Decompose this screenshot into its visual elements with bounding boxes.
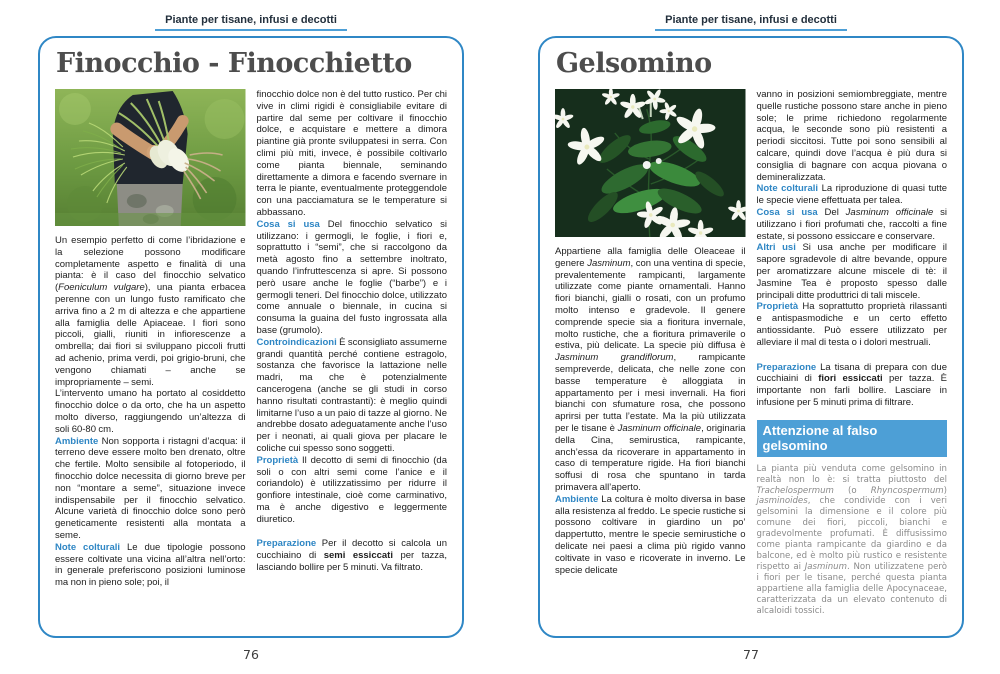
column-1 <box>555 89 746 616</box>
paragraph: Cosa si usa Del finocchio selvatico si utilizzano: i germogli, le foglie, i fiori e, soprattutto i “semi”, che si raccolgono da metà agosto fino a settembre inoltrato, quando l’infruttescenza si apre. Si possono però usare anche le foglie (“barbe”) e i germogli teneri. Del finocchio dolce, utilizzato come annuale o biennale, in cucina si consuma la guaina del fusto ingrossata alla base (grumolo). <box>256 218 448 336</box>
paragraph-list <box>257 89 448 574</box>
keyword-lead: Cosa si usa <box>256 218 328 230</box>
paragraph: Preparazione Per il decotto si calcola un cucchiaino di semi essiccati per tazza, lasciando bollire per 5 minuti. Va filtrato. <box>256 538 447 574</box>
keyword-lead: Controindicazioni <box>256 336 340 348</box>
page-number: 76 <box>243 647 259 662</box>
paragraph: L’intervento umano ha portato al cosiddetto finocchio dolce o da orto, che ha un aspetto molto diverso, raggiungendo un’altezza di soli 60-80 cm. <box>55 388 246 435</box>
paragraph: Altri usi Si usa anche per modificare il sapore sgradevole di altre bevande, oppure per aromatizzare alcune miscele di tè: il Jasmine Tea è proposto spesso dalle principali ditte produttrici di tali miscele. <box>756 242 947 301</box>
page-frame <box>538 36 964 638</box>
column-2 <box>757 89 948 616</box>
page-number: 77 <box>743 647 759 662</box>
paragraph: Un esempio perfetto di come l’ibridazione e la selezione possono modificare completamente aspetto e finalità di una pianta: è il caso del finocchio selvatico (Foeniculum vulgare), una pianta erbacea perenne con un lungo fusto ramificato che arriva fino a 2 m di altezza e che appartiene alla famiglia delle Apiaceae. I fiori sono piccoli, gialli, riuniti in infiorescenze a ombrella; dai fiori si sviluppano piccoli frutti ad achenio, prima verdi, poi grigio-bruni, che vengono chiamati – anche se impropriamente – semi. <box>55 235 246 388</box>
paragraph: Proprietà Ha soprattutto proprietà rilassanti e antispasmodiche e un certo effetto antiossidante. Può essere utilizzato per alleviare il mal di testa o i dolori mestruali. <box>756 301 947 348</box>
paragraph: Note colturali Le due tipologie possono essere coltivate una vicina all’altra nell’orto: in generale preferiscono posizioni luminose ma non in pieno sole; poi, il <box>55 541 246 589</box>
jasmine-flowers-photo <box>555 89 746 237</box>
paragraph: Controindicazioni È sconsigliato assumerne grandi quantità perché contiene estragolo, sostanza che favorisce la lattazione nelle madri, ma che è potenzialmente cancerogena (anche se gli studi in corso hanno risultati contrastanti): è meglio quindi limitarne l’uso a un paio di tazze al giorno. Ne andrebbe dosato adeguatamente anche l’uso per i neonati, ai quali giova per placare le coliche cui spesso sono soggetti. <box>256 336 448 454</box>
column-1 <box>55 89 246 589</box>
keyword-lead: Note colturali <box>55 541 127 553</box>
page-right <box>500 0 1000 674</box>
keyword-lead: Proprietà <box>756 301 803 313</box>
keyword-lead: Preparazione <box>256 538 322 550</box>
keyword-lead: Ambiente <box>55 435 102 447</box>
keyword-lead: Ambiente <box>555 493 602 505</box>
page-frame <box>38 36 464 638</box>
running-head <box>38 10 464 31</box>
paragraph: Note colturali La riproduzione di quasi tutte le specie viene effettuata per talea. <box>756 183 947 207</box>
paragraph: Preparazione La tisana di prepara con due cucchiaini di fiori essiccati per tazza. È importante non farli bollire. Lasciare in infusione per 5 minuti prima di filtrare. <box>756 361 948 408</box>
paragraph: Ambiente Non sopporta i ristagni d’acqua: il terreno deve essere molto ben drenato, oltre che fertile. Molto sensibile al fotoperiodo, il finocchio dolce necessita di giorno breve per non “montare a seme”, situazione invece indispensabile per il finocchio selvatico. Alcune varietà di finocchio dolce sono però geneticamente resistenti alla montata a seme. <box>55 435 246 541</box>
paragraph: Proprietà Il decotto di semi di finocchio (da soli o con altri semi come l’anice e il coriandolo) è utilizzatissimo per ridurre il gonfiore intestinale, cioè come carminativo, ma è anche digestivo e leggermente diuretico. <box>256 454 447 525</box>
paragraph: vanno in posizioni semiombreggiate, mentre quelle rustiche possono stare anche in pieno sole; le prime richiedono regolarmente acqua, le seconde sono più resistenti a periodi siccitosi. Tutte poi sono sensibili al calcare, quindi dove l’acqua è più dura si consiglia di bagnare con acqua piovana o demineralizzata. <box>756 89 947 183</box>
keyword-lead: Note colturali <box>756 183 822 195</box>
paragraph: finocchio dolce non è del tutto rustico. Per chi vive in climi rigidi è consigliabile evitare di partire dal seme per coltivare il finocchio dolce, e acquistare e mettere a dimora piantine già pronte sviluppatesi in serra. Con climi più miti, invece, è possibile coltivarlo come pianta biennale, seminando direttamente a dimora e facendo svernare in terra le piante, eventualmente proteggendole con una pacciamatura se le temperature si abbassano. <box>256 89 447 218</box>
running-head-text: Piante per tisane, infusi e decotti <box>655 14 847 31</box>
text-columns <box>55 89 447 589</box>
paragraph-list <box>757 89 948 409</box>
fennel-harvest-photo <box>55 89 246 226</box>
paragraph: Ambiente La coltura è molto diversa in base alla resistenza al freddo. Le specie rustiche si possono coltivare in giardino un po’ dappertutto, mentre le specie semirustiche o delicate nei paesi a clima più rigido vanno coltivate in vaso e ricoverate in inverno. Le specie delicate <box>555 493 746 576</box>
page-title: Finocchio - Finocchietto <box>56 48 412 79</box>
keyword-lead: Preparazione <box>756 361 821 373</box>
warning-box <box>757 420 948 617</box>
column-2 <box>257 89 448 589</box>
warning-box-title: Attenzione al falso gelsomino <box>757 420 948 457</box>
paragraph-list <box>55 235 246 589</box>
running-head <box>538 10 964 31</box>
page-title: Gelsomino <box>556 48 712 79</box>
paragraph: Appartiene alla famiglia delle Oleaceae il genere Jasminum, con una ventina di specie, prevalentemente rampicanti, largamente utilizzate come piante ornamentali. Hanno fiori bianchi, gialli o rosati, con un profumo molto intenso e gradevole. Il genere comprende specie sia a fioritura invernale, molto rustiche, che a fioritura primaverile o estiva, più delicate. La specie più diffusa è Jasminum grandiflorum, rampicante sempreverde, delicata, che nelle zone con basse temperature è alloggiata in appartamento per i mesi invernali. Ha fiori bianchi con sfumature rosa, che possono aprirsi per tutta l’estate. Ma la più utilizzata per le tisane è Jasminum officinale, originaria della Cina, semirustica, rampicante, anch’essa da ricoverare in appartamento in caso di temperature rigide. Ha fiori bianchi soffusi di rosa che spuntano in tarda primavera all’aperto. <box>555 246 746 493</box>
text-columns <box>555 89 947 616</box>
keyword-lead: Cosa si usa <box>756 206 825 218</box>
paragraph: Cosa si usa Del Jasminum officinale si utilizzano i fiori profumati che, raccolti a fine estate, si possono essiccare e conservare. <box>756 206 947 242</box>
paragraph-list <box>555 246 746 576</box>
keyword-lead: Altri usi <box>756 242 803 254</box>
running-head-text: Piante per tisane, infusi e decotti <box>155 14 347 31</box>
warning-box-body: La pianta più venduta come gelsomino in realtà non lo è: si tratta piuttosto del Trachelospermum (o Rhyncospermum) jasminoides, che condivide con i veri gelsomini la dimensione e il colore più comune dei fiori, piccoli, bianchi e gradevolmente profumati. È diffusissimo come pianta rampicante da giardino e da balcone, ed è molto più rustico e resistente rispetto ai Jasminum. Non utilizzatene però i fiori per le tisane, perché questa pianta appartiene alla famiglia delle Apocynaceae, caratterizzata da un elevato contenuto di alcaloidi tossici. <box>756 463 947 616</box>
keyword-lead: Proprietà <box>256 454 303 466</box>
